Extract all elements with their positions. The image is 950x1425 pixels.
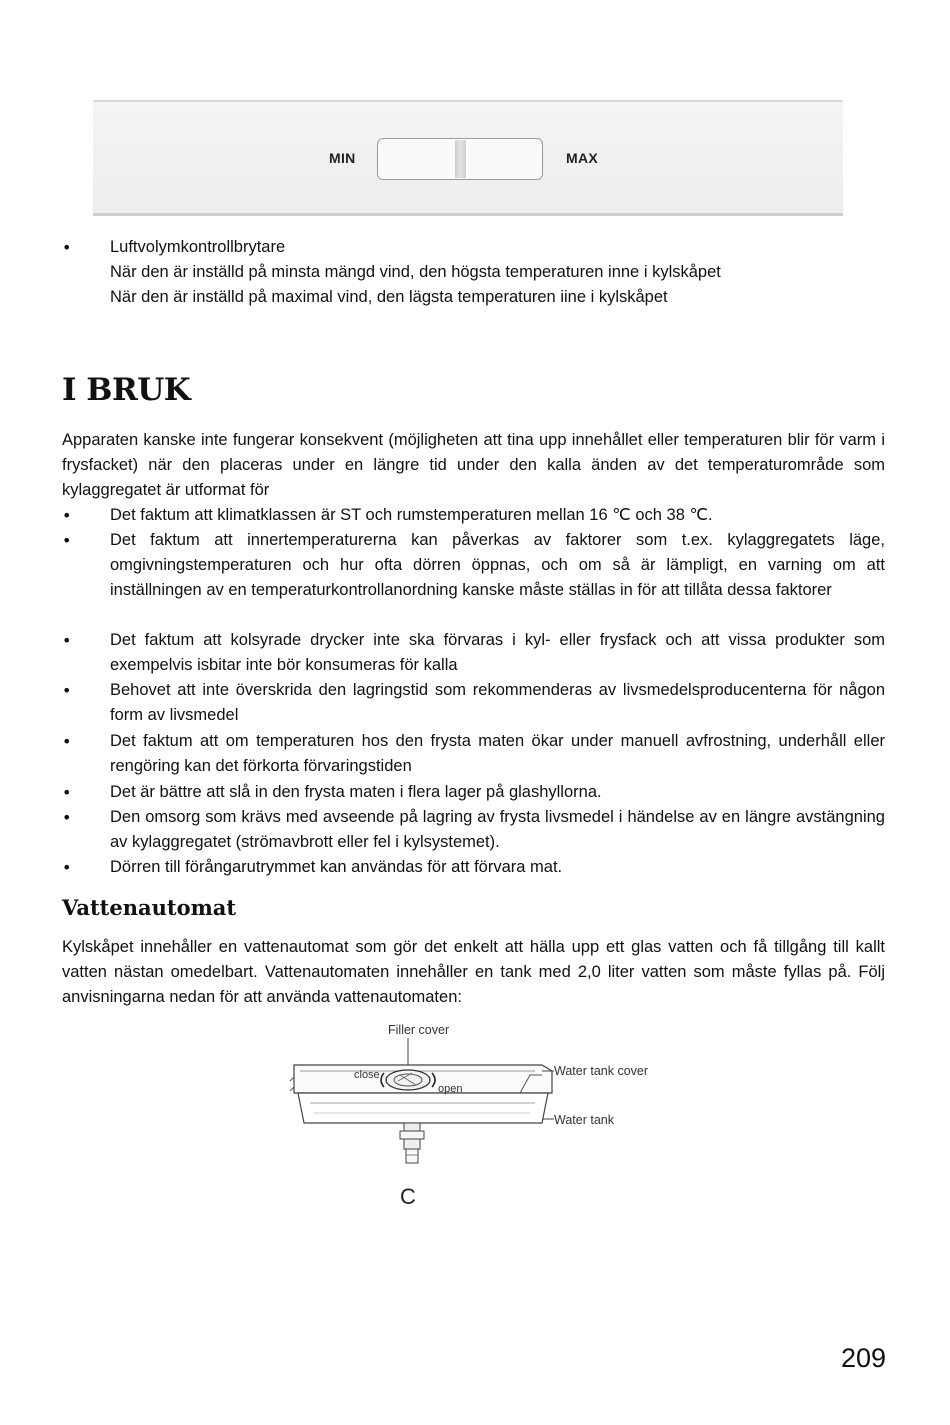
list-item-text: Behovet att inte överskrida den lagringstid som rekommenderas av livsmedelsproducenterna för någon form av livsmedel <box>110 681 885 724</box>
diagram-letter: C <box>400 1184 416 1209</box>
list-item <box>62 805 885 855</box>
list-item-text: Det är bättre att slå in den frysta maten i flera lager på glashyllorna. <box>110 783 602 801</box>
bullet-dot: • <box>62 858 72 877</box>
list-item-text: Den omsorg som krävs med avseende på lagring av frysta livsmedel i händelse av en längre avstängning av kylaggregatet (strömavbrott eller fel i kylsystemet). <box>110 808 885 851</box>
airflow-slider <box>377 138 543 180</box>
filler-cover-label: Filler cover <box>388 1023 450 1037</box>
in-use-intro: Apparaten kanske inte fungerar konsekvent (möjligheten att tina upp innehållet eller temperaturen blir för varm i frysfacket) när den placeras under en längre tid under den kalla änden av det temperaturområde som kylaggregatet är utformat för <box>62 431 885 499</box>
slider-knob <box>455 140 466 178</box>
bullet-dot: • <box>62 681 72 700</box>
water-tank-diagram <box>280 1015 680 1215</box>
list-item-text: Dörren till förångarutrymmet kan användas för att förvara mat. <box>110 858 563 876</box>
list-item <box>62 678 885 728</box>
airflow-line1: När den är inställd på minsta mängd vind, den högsta temperaturen inne i kylskåpet <box>110 263 721 281</box>
water-tank-label: Water tank <box>554 1113 614 1127</box>
list-item <box>62 780 885 805</box>
section-heading-dispenser: Vattenautomat <box>62 895 237 920</box>
page-number: 209 <box>840 1343 886 1373</box>
bullet-dot: • <box>62 732 72 751</box>
list-item <box>62 628 885 678</box>
airflow-line2: När den är inställd på maximal vind, den lägsta temperaturen iine i kylskåpet <box>110 288 668 306</box>
water-tank-cover-label: Water tank cover <box>554 1064 649 1078</box>
control-panel-figure <box>93 100 843 216</box>
list-item-text: Det faktum att om temperaturen hos den frysta maten ökar under manuell avfrostning, underhåll eller rengöring kan det förkorta förvaringstiden <box>110 732 885 775</box>
section-heading-in-use: I BRUK <box>62 372 191 408</box>
min-label: MIN <box>329 150 356 166</box>
close-label: close <box>354 1069 380 1081</box>
list-item <box>62 855 885 880</box>
bullet-dot: • <box>62 631 72 650</box>
water-tank-body <box>298 1093 548 1123</box>
bullet-dot: • <box>62 531 72 550</box>
bullet-dot: • <box>62 808 72 827</box>
valve <box>404 1123 420 1131</box>
list-item-text: Det faktum att innertemperaturerna kan påverkas av faktorer som t.ex. kylaggregatets läge, omgivningstemperaturen och hur ofta dörren öppnas, och om så är lämpligt, en varning om att inställningen av en temperaturkontrollanordning kanske måste ställas in för att tillåta dessa faktorer <box>110 531 885 599</box>
list-item <box>62 729 885 779</box>
open-label: open <box>438 1083 463 1095</box>
list-item-text: Det faktum att kolsyrade drycker inte ska förvaras i kyl- eller frysfack och att vissa produkter som exempelvis isbitar inte bör konsumeras för kalla <box>110 631 885 674</box>
bullet-dot: • <box>62 238 72 257</box>
list-item-text: Det faktum att klimatklassen är ST och rumstemperaturen mellan 16 ℃ och 38 ℃. <box>110 506 713 524</box>
bullet-dot: • <box>62 506 72 525</box>
airflow-title: Luftvolymkontrollbrytare <box>110 238 286 256</box>
list-item <box>62 503 885 528</box>
dispenser-paragraph: Kylskåpet innehåller en vattenautomat som gör det enkelt att hälla upp ett glas vatten och få tillgång till kallt vatten nästan omedelbart. Vattenautomaten innehåller en tank med 2,0 liter vatten som måste fyllas på. Följ anvisningarna nedan för att använda vattenautomaten: <box>62 938 885 1006</box>
bullet-dot: • <box>62 783 72 802</box>
max-label: MAX <box>566 150 599 166</box>
airflow-bullet <box>62 235 885 310</box>
list-item <box>62 528 885 603</box>
